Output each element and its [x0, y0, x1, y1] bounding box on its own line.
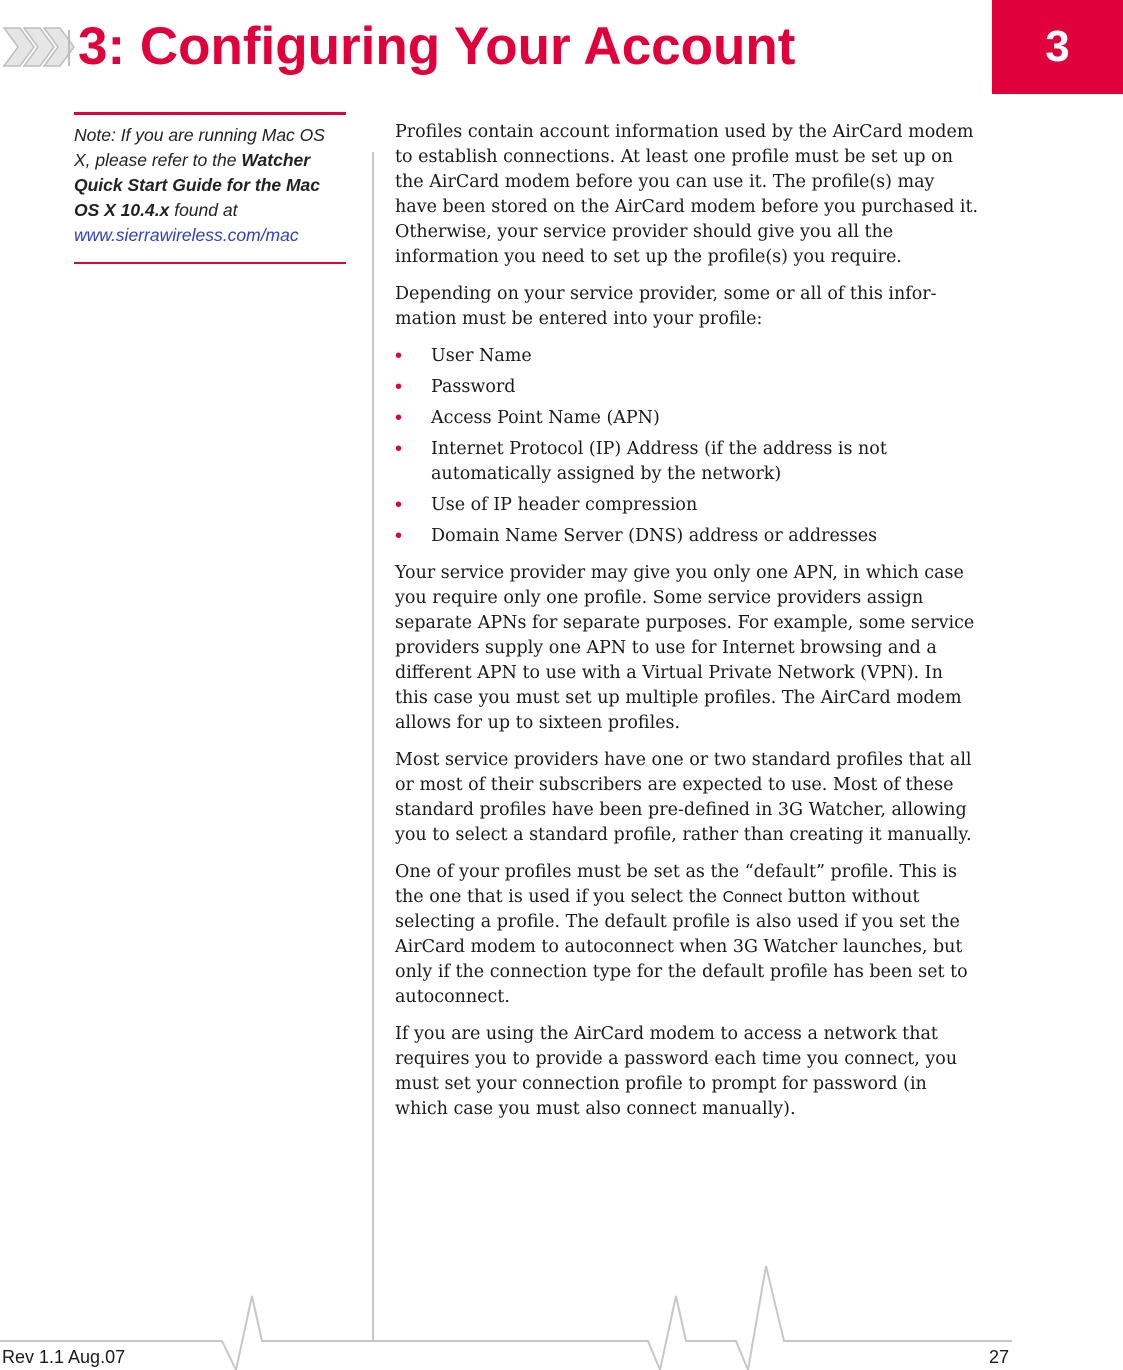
paragraph: Profiles contain account information used by the AirCard modem to establish connections. At least one profile must be set up on the AirCard modem before you can use it. The profile(s) may have been stored on the AirCard modem before you purchased it. Otherwise, your service provider should give you all the information you need to set up the profile(s) you require.	[395, 122, 979, 267]
chapter-number-tab: 3	[992, 0, 1123, 94]
main-body	[395, 120, 980, 1134]
list-item	[395, 406, 980, 431]
page-number: 27	[988, 1347, 1009, 1367]
paragraph: Your service provider may give you only one APN, in which case you require only one profile. Some service providers assign separate APNs for separate purposes. For example, some service providers supply one APN to use for Internet browsing and a different APN to use with a Virtual Private Network (VPN). In this case you must set up multiple profiles. The AirCard modem allows for up to sixteen profiles.	[395, 563, 975, 733]
paragraph: Depending on your service provider, some or all of this infor-mation must be entered into your profile:	[395, 284, 937, 329]
list-item	[395, 437, 980, 487]
bullet-icon: •	[395, 438, 403, 460]
list-item	[395, 375, 980, 400]
paragraph-text: One of your profiles must be set as the “default” profile. This is the one that is used if you select the	[395, 862, 958, 907]
note-guide-title: Watcher Quick Start Guide for the Mac OS X 10.4.x	[74, 150, 321, 220]
list-item	[395, 344, 980, 369]
list-item-text: Internet Protocol (IP) Address (if the address is not automatically assigned by the network)	[431, 439, 887, 484]
note-text-middle: found at	[169, 200, 238, 220]
chapter-title: 3: Configuring Your Account	[78, 17, 796, 76]
profile-fields-list	[395, 344, 980, 549]
list-item-text: Domain Name Server (DNS) address or addresses	[431, 526, 878, 546]
bullet-icon: •	[395, 525, 403, 547]
note-text: Note: If you are running Mac OS X, please refer to the	[74, 125, 325, 170]
paragraph: If you are using the AirCard modem to access a network that requires you to provide a password each time you connect, you must set your connection profile to prompt for password (in which case you must also connect manually).	[395, 1024, 958, 1119]
list-item	[395, 493, 980, 518]
note-link[interactable]: www.sierrawireless.com/mac	[74, 225, 299, 245]
list-item-text: Password	[431, 377, 516, 397]
paragraph: Most service providers have one or two standard profiles that all or most of their subscribers are expected to use. Most of these standard profiles have been pre-defined in 3G Watcher, allowing you to select a standard profile, rather than creating it manually.	[395, 750, 972, 845]
list-item	[395, 524, 980, 549]
footer-wave-rule	[0, 1266, 1012, 1370]
paragraph-text: button without selecting a profile. The default profile is also used if you set the AirCard modem to autoconnect when 3G Watcher launches, but only if the connection type for the default profile has been set to autoconnect.	[395, 887, 968, 1007]
connect-term: Connect	[722, 889, 783, 906]
paragraph	[395, 860, 980, 1010]
bullet-icon: •	[395, 376, 403, 398]
chapter-arrows-icon	[4, 28, 74, 66]
sidebar-note	[74, 112, 346, 264]
bullet-icon: •	[395, 407, 403, 429]
list-item-text: Access Point Name (APN)	[431, 408, 660, 428]
bullet-icon: •	[395, 345, 403, 367]
list-item-text: Use of IP header compression	[431, 495, 698, 515]
bullet-icon: •	[395, 494, 403, 516]
list-item-text: User Name	[431, 346, 532, 366]
footer-revision: Rev 1.1 Aug.07	[2, 1347, 126, 1367]
